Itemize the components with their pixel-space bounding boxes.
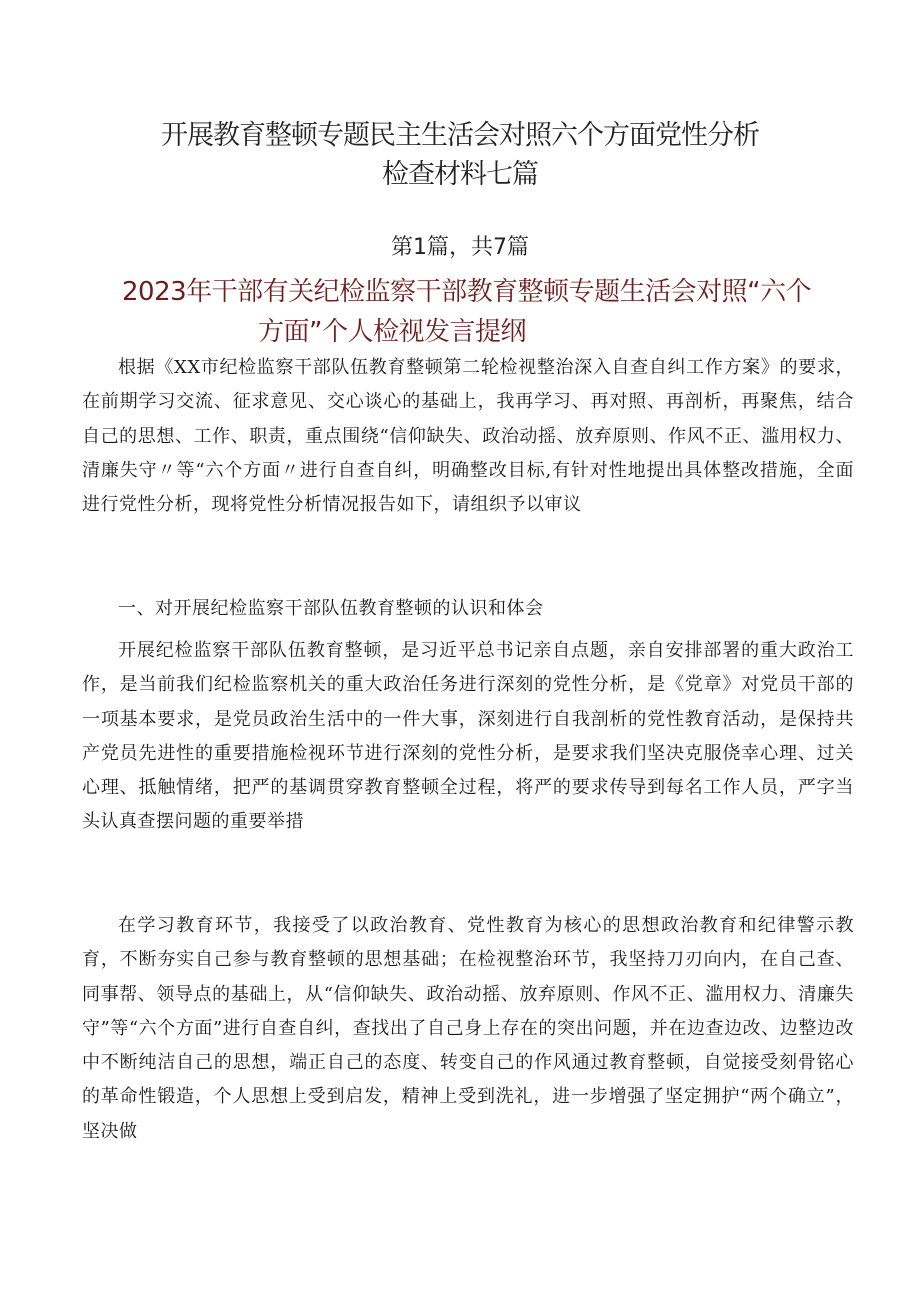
- section-title-line-2: 方面”个人检视发言提纲: [258, 317, 526, 347]
- section-heading-1: 一、对开展纪检监察干部队伍教育整顿的认识和体会: [118, 598, 544, 619]
- body-paragraph: 在学习教育环节，我接受了以政治教育、党性教育为核心的思想政治教育和纪律警示教育，不断夯实自己参与教育整顿的思想基础；在检视整治环节，我坚持刀刃向内，在自己查、同事帮、领导点的基础上，从“信仰缺失、政治动摇、放弃原则、作风不正、滥用权力、清廉失守”等“六个方面”进行自查自纠，查找出了自己身上存在的突出问题，并在边查边改、边整边改中不断纯洁自己的思想，端正自己的态度、转变自己的作风通过教育整顿，自觉接受刻骨铭心的革命性锻造，个人思想上受到启发，精神上受到洗礼，进一步增强了坚定拥护“两个确立”，坚决做: [82, 915, 854, 1142]
- document-title-line-2: 检查材料七篇: [382, 159, 538, 190]
- section-title-line-1: 2023年干部有关纪检监察干部教育整顿专题生活会对照“六个: [122, 277, 812, 307]
- intro-paragraph: 根据《XX市纪检监察干部队伍教育整顿第二轮检视整治深入自查自纠工作方案》的要求，在前期学习交流、征求意见、交心谈心的基础上，我再学习、再对照、再剖析，再聚焦，结合自己的思想、工作、职责，重点围绕“信仰缺失、政治动摇、放弃原则、作风不正、滥用权力、清廉失守〃等“六个方面〃进行自查自纠，明确整改目标,有针对性地提出具体整改措施，全面进行党性分析，现将党性分析情况报告如下，请组织予以审议: [82, 357, 854, 516]
- body-paragraph: 开展纪检监察干部队伍教育整顿，是习近平总书记亲自点题，亲自安排部署的重大政治工作，是当前我们纪检监察机关的重大政治任务进行深刻的党性分析，是《党章》对党员干部的一项基本要求，是党员政治生活中的一件大事，深刻进行自我剖析的党性教育活动，是保持共产党员先进性的重要措施检视环节进行深刻的党性分析，是要求我们坚决克服侥幸心理、过关心理、抵触情绪，把严的基调贯穿教育整顿全过程，将严的要求传导到每名工作人员，严字当头认真查摆问题的重要举措: [82, 640, 854, 833]
- document-title-line-1: 开展教育整顿专题民主生活会对照六个方面党性分析: [161, 120, 759, 151]
- part-indicator: 第1篇，共7篇: [391, 235, 529, 260]
